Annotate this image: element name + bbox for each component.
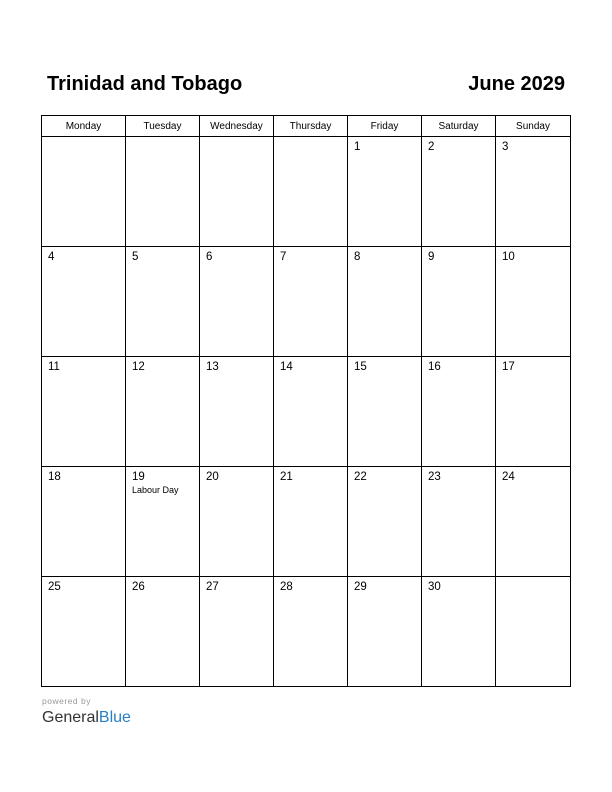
week-row-5 (42, 577, 571, 687)
day-cell (274, 577, 348, 687)
day-cell (200, 247, 274, 357)
day-cell (274, 137, 348, 247)
week-row-2 (42, 247, 571, 357)
powered-by-label: powered by (42, 696, 91, 706)
day-number: 27 (206, 581, 219, 593)
day-number: 15 (354, 361, 367, 373)
day-number: 18 (48, 471, 61, 483)
day-number: 12 (132, 361, 145, 373)
country-title: Trinidad and Tobago (47, 73, 243, 95)
day-number: 9 (428, 251, 435, 263)
day-number: 3 (502, 141, 509, 153)
day-cell (496, 357, 571, 467)
day-cell (126, 467, 200, 577)
day-cell (348, 357, 422, 467)
day-cell (422, 467, 496, 577)
day-cell (126, 137, 200, 247)
weekday-header-row (42, 116, 571, 137)
day-cell (126, 357, 200, 467)
day-number: 25 (48, 581, 61, 593)
day-cell (422, 247, 496, 357)
weekday-saturday: Saturday (422, 116, 496, 137)
day-cell (42, 357, 126, 467)
day-number: 17 (502, 361, 515, 373)
day-cell (126, 577, 200, 687)
day-number: 7 (280, 251, 287, 263)
holiday-label: Labour Day (132, 485, 179, 495)
day-number: 10 (502, 251, 515, 263)
day-number: 1 (354, 141, 361, 153)
day-number: 30 (428, 581, 441, 593)
day-cell (348, 467, 422, 577)
brand-logo (42, 708, 131, 728)
day-cell (42, 247, 126, 357)
day-cell (274, 357, 348, 467)
day-number: 22 (354, 471, 367, 483)
day-cell (274, 467, 348, 577)
day-number: 28 (280, 581, 293, 593)
day-cell (42, 137, 126, 247)
day-number: 29 (354, 581, 367, 593)
day-cell (42, 467, 126, 577)
day-cell (126, 247, 200, 357)
day-cell (348, 247, 422, 357)
weekday-thursday: Thursday (274, 116, 348, 137)
weekday-monday: Monday (42, 116, 126, 137)
week-row-1 (42, 137, 571, 247)
day-number (200, 137, 273, 141)
day-number (42, 137, 125, 141)
week-row-4 (42, 467, 571, 577)
day-number: 2 (428, 141, 435, 153)
day-cell (348, 577, 422, 687)
day-cell (200, 467, 274, 577)
day-cell (200, 137, 274, 247)
day-number (274, 137, 347, 141)
day-cell (496, 577, 571, 687)
day-cell (496, 137, 571, 247)
day-number: 14 (280, 361, 293, 373)
day-cell (200, 357, 274, 467)
day-number: 21 (280, 471, 293, 483)
weekday-tuesday: Tuesday (126, 116, 200, 137)
day-number: 24 (502, 471, 515, 483)
day-cell (422, 137, 496, 247)
month-title: June 2029 (468, 73, 565, 95)
weekday-sunday: Sunday (496, 116, 571, 137)
brand-general: General (42, 709, 99, 726)
calendar-grid (41, 115, 571, 687)
day-number (126, 137, 199, 141)
week-row-3 (42, 357, 571, 467)
day-cell (422, 357, 496, 467)
footer-branding (42, 696, 131, 728)
day-cell (496, 467, 571, 577)
day-number: 23 (428, 471, 441, 483)
day-cell (348, 137, 422, 247)
weekday-friday: Friday (348, 116, 422, 137)
day-number: 20 (206, 471, 219, 483)
day-cell (274, 247, 348, 357)
day-number (496, 577, 570, 581)
day-number: 13 (206, 361, 219, 373)
day-number: 5 (132, 251, 139, 263)
day-number: 8 (354, 251, 361, 263)
day-number: 11 (48, 361, 60, 373)
day-cell (422, 577, 496, 687)
day-number: 16 (428, 361, 441, 373)
day-number: 4 (48, 251, 55, 263)
weekday-wednesday: Wednesday (200, 116, 274, 137)
day-cell (496, 247, 571, 357)
day-number: 26 (132, 581, 145, 593)
day-number: 6 (206, 251, 213, 263)
day-cell (42, 577, 126, 687)
day-cell (200, 577, 274, 687)
day-number: 19 (132, 471, 145, 483)
brand-blue: Blue (98, 709, 131, 726)
